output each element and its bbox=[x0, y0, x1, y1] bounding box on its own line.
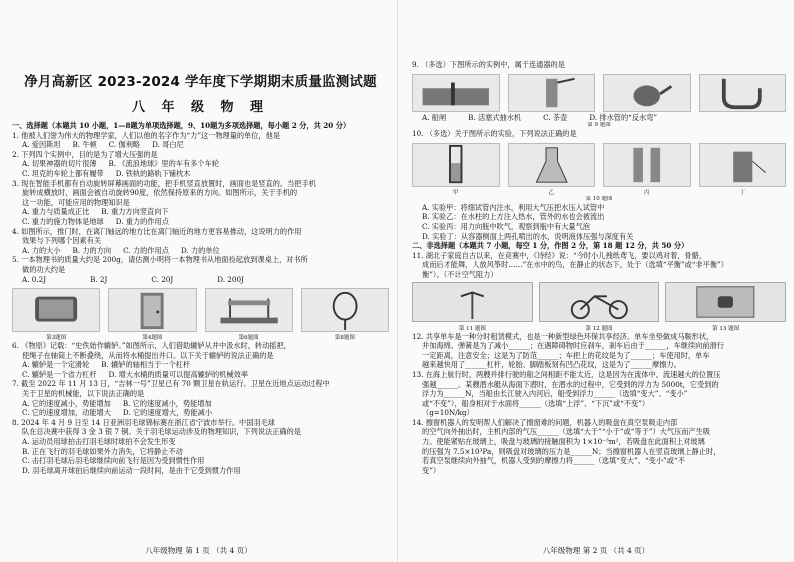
exam-title: 净月高新区 2023-2024 学年度下学期期末质量监测试题 bbox=[24, 74, 377, 90]
figure-caption: 第4题图 bbox=[142, 335, 163, 342]
window-robot-figure bbox=[665, 282, 786, 322]
option: A. 力的大小 bbox=[22, 245, 61, 255]
question-10: 10. （多选）关于图所示的实验，下列说法正确的是 bbox=[412, 129, 577, 139]
question-4: 4. 如图所示，推门时，在离门轴远的地方比在离门轴近的地方更容易推动，这说明力的作用 bbox=[12, 226, 302, 236]
option: C. 重力的施力物体是地球 bbox=[22, 216, 104, 226]
section-2-heading: 二、非选择题（本题共 7 小题，每空 1 分，作图 2 分，第 18 题 12 分，共 50 分） bbox=[412, 241, 689, 251]
question-6: 6. 《物原》记载：“史佚始作辘轳。”如图所示，人们借助辘轳从井中汲水时，转动摇把， bbox=[12, 341, 291, 351]
page-2 bbox=[397, 0, 794, 562]
question-11-cont: 成而后才能舞，人放风筝时……”在水中的鸟，在静止的状态下，处于（选填“平衡”或“非平衡”） bbox=[422, 260, 728, 270]
q7-options-2 bbox=[12, 408, 389, 418]
question-13: 13. 在海上航行时，两艘并排行驶的船之间相距不能太近，这是因为在流体中，流速越大的位置压 bbox=[412, 369, 721, 379]
question-14: 14. 擦窗机器人的发明帮人们解决了擦窗难的问题，机器人的吸盘在真空泵吸走内部 bbox=[412, 417, 678, 427]
bicycle-figure bbox=[539, 282, 660, 322]
q9-options bbox=[412, 113, 786, 123]
option: A. 船闸 bbox=[422, 112, 447, 122]
figure-caption: 第6题图 bbox=[238, 335, 259, 342]
option: C. 力的作用点 bbox=[123, 245, 169, 255]
q10-option-b: B. 实验乙：在水柱的上方注入热水，管外的水也会被流出 bbox=[422, 212, 605, 222]
q10-option-a: A. 实验甲：将细试管内注水，利用大气压把水压入试管中 bbox=[422, 202, 605, 212]
question-11: 11. 湖北子家庭自古以来，在竞赛中，《诗经》说：“今时小儿拽纸鸢飞，要以鸡对着，骨骼， bbox=[412, 250, 707, 260]
option: D. 排水管的“反水弯” bbox=[589, 112, 658, 122]
picture-captions bbox=[412, 324, 786, 332]
option: B. 《流浪地球》里的车有多个车轮 bbox=[108, 159, 219, 169]
option: B. 2J bbox=[90, 274, 108, 284]
option: B. 牛顿 bbox=[72, 140, 97, 150]
option: D. 增大水桶的质量可以提高辘轳的机械效率 bbox=[108, 369, 248, 379]
exam-subtitle: 八 年 级 物 理 bbox=[131, 100, 270, 115]
figure-captions-left bbox=[12, 333, 389, 341]
q8-option-a: A. 运动员用球拍击打羽毛球时球拍不会发生形变 bbox=[22, 437, 176, 447]
q10-labels bbox=[412, 188, 786, 196]
option: B. 它的速度减小，势能增加 bbox=[122, 398, 212, 408]
experiment-b-figure bbox=[508, 143, 596, 187]
experiment-c-figure bbox=[603, 143, 691, 187]
figure-caption: 第3题图 bbox=[46, 335, 67, 342]
option: D. 重力的作用点 bbox=[115, 216, 169, 226]
q2-options-2 bbox=[12, 169, 389, 179]
option: C. 茶壶 bbox=[543, 112, 568, 122]
option: C. 坦克的车轮上都有履带 bbox=[22, 168, 104, 178]
option: C. 伽利略 bbox=[108, 140, 141, 150]
question-14-cont: 的空气向外抽出时，主机内部的气压______（选填“大于”“小于”或“等于”）大气压而产生吸 bbox=[422, 427, 710, 437]
option: A. 重力与质量成正比 bbox=[22, 207, 90, 217]
option: C. 20J bbox=[151, 274, 174, 284]
q10-option-d: D. 实验丁：从容器侧面上两孔喷出的水，说明液体压强与深度有关 bbox=[422, 231, 634, 241]
q10-figure-caption: 第 10 题图 bbox=[585, 195, 613, 202]
option: C. 辘轳是一个省力杠杆 bbox=[22, 369, 97, 379]
windlass-figure bbox=[205, 288, 293, 332]
question-12-cont: 越来越快用了______杠杆，轮胎、脚踏板刻有凹凸花纹，这是为了______摩擦力。 bbox=[422, 360, 681, 370]
q8-option-c: C. 击打羽毛球后羽毛球继续向前飞行是因为受到惯性作用 bbox=[22, 456, 205, 466]
q4-options bbox=[12, 246, 389, 256]
option: A. 爱因斯坦 bbox=[22, 140, 61, 150]
question-8: 8. 2024 年 4 月 9 日至 14 日亚洲羽毛球锦标赛在浙江省宁波市举行。中国羽毛球 bbox=[12, 417, 275, 427]
q7-options bbox=[12, 399, 389, 409]
option: D. 200J bbox=[217, 274, 244, 284]
question-13-cont: 强越______。某艘潜水艇从海面下潜时，在潜水的过程中，它受到的浮力为 5000t，它受到的 bbox=[422, 379, 719, 389]
teapot-icon bbox=[604, 75, 690, 111]
bottle-icon bbox=[700, 144, 786, 186]
question-1: 1. 他被人们誉为伟大的物理学家，人们以他的名字作为“力”这一物理量的单位，他是 bbox=[12, 130, 281, 140]
door-icon bbox=[109, 289, 195, 331]
q6-options bbox=[12, 360, 389, 370]
q3-options-2 bbox=[12, 217, 389, 227]
question-7-cont: 关于卫星的机械能，以下说法正确的是 bbox=[22, 389, 145, 399]
window-robot-icon bbox=[666, 283, 785, 321]
question-3: 3. 现在智能手机都有自动旋转屏幕画面的功能，把手机竖直放置时，画面也是竖直的。当把手机 bbox=[12, 178, 316, 188]
figure-caption: 第 11 题图 bbox=[458, 325, 486, 332]
option: B. 辘轳的轴相当于一个杠杆 bbox=[101, 360, 191, 370]
q1-options bbox=[12, 140, 389, 150]
figure-label: 甲 bbox=[452, 189, 459, 196]
question-14-cont: 变”） bbox=[422, 465, 441, 475]
question-2: 2. 下列四个实例中，目的是为了增大压强的是 bbox=[12, 149, 158, 159]
figure-label: 丙 bbox=[643, 189, 650, 196]
question-7: 7. 截至 2022 年 11 月 13 日，“吉林一号”卫星已有 70 颗卫星在轨运行。卫星在近地点运动过程中 bbox=[12, 379, 330, 389]
q2-options bbox=[12, 159, 389, 169]
figure-caption: 第8题图 bbox=[334, 335, 355, 342]
phone-icon bbox=[13, 289, 99, 331]
option: C. 它的速度增加，动能增大 bbox=[22, 408, 111, 418]
q6-options-2 bbox=[12, 370, 389, 380]
racket-icon bbox=[302, 289, 388, 331]
option: D. 哥白尼 bbox=[152, 140, 184, 150]
pump-icon bbox=[509, 75, 595, 111]
phone-figure bbox=[12, 288, 100, 332]
windlass-icon bbox=[206, 289, 292, 331]
experiment-a-figure bbox=[412, 143, 500, 187]
question-12-cont: 一定距离，注意安全；这是为了防范______；车把上的花纹是为了______；车使用时，单车 bbox=[422, 350, 710, 360]
flask-icon bbox=[509, 144, 595, 186]
test-tube-icon bbox=[413, 144, 499, 186]
q9-figures bbox=[412, 72, 786, 112]
option: A. 辘轳是一个定滑轮 bbox=[22, 360, 90, 370]
option: B. 力的方向 bbox=[72, 245, 112, 255]
question-5: 5. 一本物理书的质量大约是 200g，请估测小明将一本物理书从地面捡起放到课桌上，对书所 bbox=[12, 255, 308, 265]
shuttlecock-figure bbox=[301, 288, 389, 332]
question-13-cont: （g=10N/kg） bbox=[422, 408, 474, 418]
question-3-cont: 这一功能，可能应用的物理知识是 bbox=[22, 197, 130, 207]
option: D. 它的速度增大，势能减小 bbox=[122, 408, 213, 418]
bicycle-icon bbox=[540, 283, 659, 321]
option: A. 切果神器的切片很薄 bbox=[22, 159, 97, 169]
drain-trap-icon bbox=[700, 75, 786, 111]
option: B. 重力方向竖直向下 bbox=[101, 207, 169, 217]
lock-figure bbox=[412, 74, 500, 112]
experiment-d-figure bbox=[699, 143, 787, 187]
option: A. 0.2J bbox=[22, 274, 47, 284]
pump-figure bbox=[508, 74, 596, 112]
teapot-figure bbox=[603, 74, 691, 112]
figure-row-left bbox=[12, 286, 389, 332]
question-12-cont: 并加海绵、弹簧是为了减小______；在遇障碍物时应刹车，刹车后由于______，车继续向前滑行 bbox=[422, 341, 724, 351]
bird-figure bbox=[412, 282, 533, 322]
figure-label: 丁 bbox=[739, 189, 745, 196]
page-footer-2: 八年级物理 第 2 页 （共 4 页） bbox=[542, 546, 650, 555]
door-figure bbox=[108, 288, 196, 332]
q8-option-d: D. 羽毛球离开球拍后继续向前运动一段时间，是由于它受到惯力作用 bbox=[22, 465, 241, 475]
figure-label: 乙 bbox=[548, 189, 554, 196]
question-14-cont: 力。使能紧贴在玻璃上，吸盘与玻璃的接触面积为 1×10⁻³m²，若吸盘在此面积上对玻璃 bbox=[422, 437, 705, 447]
option: D. 铁轨的路轨下铺枕木 bbox=[115, 168, 191, 178]
page-footer-1: 八年级物理 第 1 页 （共 4 页） bbox=[145, 546, 252, 555]
q10-option-c: C. 实验丙：用力向瓶中吹气，观察到瓶中有大量气泡 bbox=[422, 221, 590, 231]
figure-caption: 第 12 题图 bbox=[585, 325, 613, 332]
question-13-cont: 浮力为______N，当船由长江驶入内河后，船受到浮力______（选填“变大”、“变小” bbox=[422, 389, 688, 399]
question-3-cont: 旋转成横放时，画面会被自动旋转90度，依然保持原来的方向。如图所示，关于手机的 bbox=[22, 188, 298, 198]
q8-option-b: B. 正在飞行的羽毛球如果外力消失，它将静止不动 bbox=[22, 446, 183, 456]
question-14-cont: 的压强为 7.5×10³Pa，则吸盘对玻璃的压力是______N；当擦窗机器人在竖直玻璃上静止时， bbox=[422, 446, 721, 456]
option: D. 力的单位 bbox=[180, 245, 220, 255]
figure-caption: 第 13 题图 bbox=[712, 325, 740, 332]
bird-icon bbox=[413, 283, 532, 321]
question-9: 9. （多选）下图所示的实例中，属于连通器的是 bbox=[412, 60, 565, 69]
trap-figure bbox=[699, 74, 787, 112]
q11-13-figures bbox=[412, 282, 786, 322]
question-4-cont: 效果与下列哪个因素有关 bbox=[22, 236, 102, 246]
question-8-cont: 队在总决赛中获得 3 金 3 银 7 铜。关于羽毛球运动涉及的物理知识，下列说法正确的是 bbox=[22, 427, 301, 437]
option: A. 它的速度减小，势能增加 bbox=[22, 398, 111, 408]
section-1-heading: 一、选择题（本题共 10 小题，1—8题为单项选择题，9、10题为多项选择题，每小题 2 分，共 20 分） bbox=[12, 121, 351, 130]
paper-strip-icon bbox=[604, 144, 690, 186]
question-12: 12. 共享单车是一种分时租赁模式，也是一种新型绿色环保共享经济。单车坐垫做成马鞍形状， bbox=[412, 331, 714, 341]
q5-options bbox=[12, 275, 389, 285]
ship-lock-icon bbox=[413, 75, 499, 111]
q10-figures bbox=[412, 141, 786, 187]
option: B. 活塞式抽水机 bbox=[468, 112, 522, 122]
q9-figure-caption: 第 9 题图 bbox=[587, 122, 611, 129]
q3-options bbox=[12, 207, 389, 217]
question-6-cont: 使绳子在轴筒上不断叠绕，从而将水桶提出井口。以下关于辘轳的说法正确的是 bbox=[22, 350, 274, 360]
question-14-cont: 若真空泵继续向外抽气，机器人受到的摩擦力将______（选填“变大”、“变小”或“不 bbox=[422, 456, 685, 466]
question-5-cont: 做的功大约是 bbox=[22, 264, 66, 274]
question-11-cont: 衡”）。（不计空气阻力） bbox=[422, 269, 498, 279]
question-13-cont: 或“不变”），船身相对于水面将______（选填“上浮”、“下沉”或“不变”） bbox=[422, 398, 650, 408]
